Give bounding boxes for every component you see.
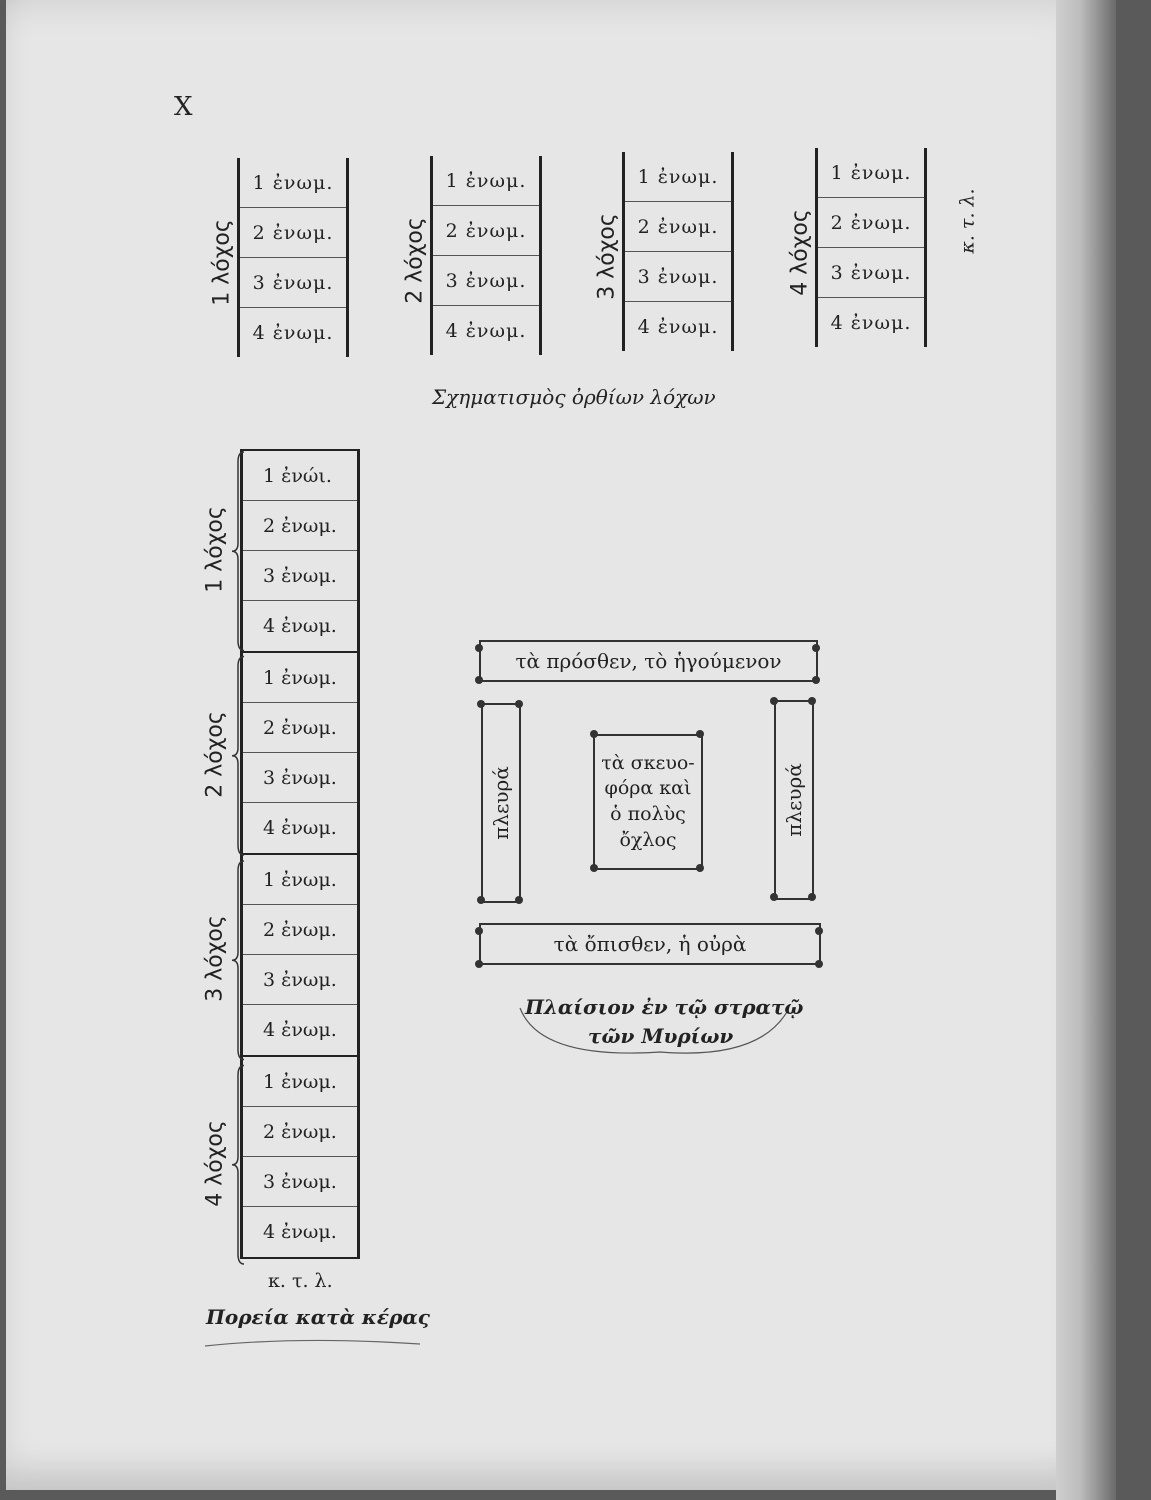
corner-dot — [475, 644, 483, 652]
march-platoon-cell: 3 ἐνωμ. — [243, 551, 357, 601]
corner-dot — [812, 676, 820, 684]
march-platoon-cell: 2 ἐνωμ. — [243, 703, 357, 753]
top-etc-label: κ. τ. λ. — [956, 188, 979, 254]
march-platoon-cell: 1 ἐνωμ. — [243, 855, 357, 905]
corner-dot — [477, 700, 485, 708]
march-platoon-cell: 3 ἐνωμ. — [243, 753, 357, 803]
company-brace — [232, 657, 244, 856]
corner-dot — [696, 730, 704, 738]
march-platoon-cell: 1 ἐνωμ. — [243, 1057, 357, 1107]
platoon-cell: 3 ἐνωμ. — [625, 252, 731, 302]
march-caption-underline — [205, 1340, 420, 1346]
march-platoon-cell: 2 ἐνωμ. — [243, 905, 357, 955]
corner-dot — [477, 896, 485, 904]
corner-dot — [515, 896, 523, 904]
march-company-label: 4 λόχος — [202, 1119, 228, 1207]
square-right-label: πλευρά — [782, 763, 807, 837]
square-center-line: τὰ σκευο- — [601, 751, 695, 774]
platoon-cell: 1 ἐνωμ. — [240, 158, 346, 208]
corner-dot — [815, 927, 823, 935]
platoon-cell: 1 ἐνωμ. — [625, 152, 731, 202]
square-center — [593, 734, 703, 870]
platoon-cell: 1 ἐνωμ. — [818, 148, 924, 198]
march-etc-label: κ. τ. λ. — [268, 1270, 333, 1292]
company-label: 1 λόχος — [209, 219, 235, 306]
square-center-line: ὁ πολὺς — [610, 803, 686, 825]
company-label: 2 λόχος — [402, 217, 428, 304]
march-platoon-cell: 3 ἐνωμ. — [243, 955, 357, 1005]
march-platoon-cell: 4 ἐνωμ. — [263, 1019, 337, 1041]
platoon-cell: 3 ἐνωμ. — [240, 258, 346, 308]
corner-dot — [475, 676, 483, 684]
march-platoon-cell: 4 ἐνωμ. — [263, 615, 337, 637]
march-platoon-cell: 1 ἐνωμ. — [243, 653, 357, 703]
platoon-cell: 2 ἐνωμ. — [240, 208, 346, 258]
square-rear-label: τὰ ὄπισθεν, ἡ οὐρὰ — [553, 932, 747, 956]
corner-dot — [590, 864, 598, 872]
march-platoon-cell: 3 ἐνωμ. — [243, 1157, 357, 1207]
company-brace — [232, 861, 244, 1060]
march-platoon-cell: 4 ἐνωμ. — [263, 1221, 337, 1243]
platoon-cell: 2 ἐνωμ. — [625, 202, 731, 252]
square-left-side — [481, 703, 521, 903]
company-brace — [232, 452, 244, 651]
march-company-label: 2 λόχος — [202, 710, 228, 798]
company-label: 3 λόχος — [594, 213, 620, 300]
march-platoon-cell: 2 ἐνωμ. — [243, 501, 357, 551]
square-front — [479, 640, 818, 682]
corner-dot — [808, 893, 816, 901]
corner-dot — [696, 864, 704, 872]
march-company-label: 1 λόχος — [202, 506, 228, 594]
corner-dot — [808, 697, 816, 705]
company-label: 4 λόχος — [787, 209, 813, 296]
platoon-cell: 4 ἐνωμ. — [637, 315, 719, 338]
march-platoon-cell: 1 ἐνώι. — [243, 451, 357, 501]
corner-dot — [475, 927, 483, 935]
platoon-cell: 4 ἐνωμ. — [445, 319, 527, 342]
platoon-cell: 1 ἐνωμ. — [433, 156, 539, 206]
corner-dot — [475, 960, 483, 968]
corner-dot — [815, 960, 823, 968]
page-number: X — [174, 92, 193, 122]
square-front-label: τὰ πρόσθεν, τὸ ἡγούμενον — [515, 649, 782, 673]
square-rear — [479, 923, 821, 965]
platoon-cell: 2 ἐνωμ. — [818, 198, 924, 248]
corner-dot — [770, 697, 778, 705]
square-right-side — [774, 700, 814, 900]
platoon-cell: 2 ἐνωμ. — [433, 206, 539, 256]
march-company-label: 3 λόχος — [202, 915, 228, 1003]
corner-dot — [812, 644, 820, 652]
square-center-line: ὄχλος — [619, 828, 677, 851]
square-center-line: φόρα καὶ — [604, 777, 692, 800]
march-caption: Πορεία κατὰ κέρας — [206, 1305, 430, 1329]
square-caption-line2: τῶν Μυρίων — [588, 1024, 734, 1048]
company-brace — [232, 1066, 244, 1265]
corner-dot — [770, 893, 778, 901]
march-platoon-cell: 4 ἐνωμ. — [263, 817, 337, 839]
corner-dot — [590, 730, 598, 738]
march-platoon-cell: 2 ἐνωμ. — [243, 1107, 357, 1157]
platoon-cell: 4 ἐνωμ. — [252, 321, 334, 344]
square-left-label: πλευρά — [489, 766, 514, 840]
platoon-cell: 3 ἐνωμ. — [433, 256, 539, 306]
corner-dot — [515, 700, 523, 708]
square-caption-line1: Πλαίσιον ἐν τῷ στρατῷ — [525, 995, 804, 1019]
top-caption: Σχηματισμὸς ὀρθίων λόχων — [432, 385, 716, 409]
platoon-cell: 4 ἐνωμ. — [830, 311, 912, 334]
platoon-cell: 3 ἐνωμ. — [818, 248, 924, 298]
